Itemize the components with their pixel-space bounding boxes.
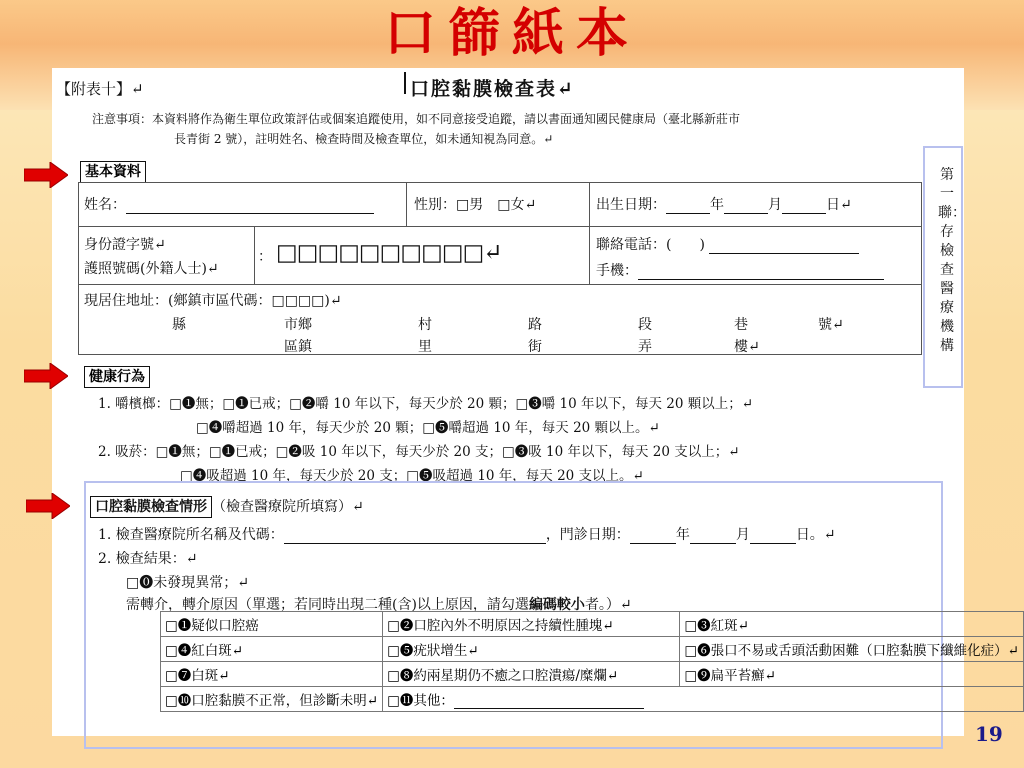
reason-9[interactable]: □❾扁平苔癬↵ (680, 662, 1024, 687)
betel-line-1[interactable]: 1. 嚼檳榔：□❶無；□❶已戒；□❷嚼 10 年以下，每天少於 20 顆；□❸嚼 10 年以下，每天 20 顆以上；↵ (98, 396, 754, 412)
exam-label: 口腔黏膜檢查情形 (90, 496, 212, 518)
table-border-right (921, 182, 922, 354)
no-finding-option[interactable]: □⓿未發現異常；↵ (126, 575, 249, 591)
gender-field[interactable]: 性別：□男 □女↵ (414, 197, 537, 213)
smoke-line-2[interactable]: □❹吸超過 10 年，每天少於 20 支；□❺吸超過 10 年，每天 20 支以上。↵ (180, 468, 644, 484)
birth-label: 出生日期： (596, 197, 666, 213)
exam-item-2: 2. 檢查結果：↵ (98, 551, 198, 567)
reason-6[interactable]: □❻張口不易或舌頭活動困難（口腔黏膜下纖維化症）↵ (680, 637, 1024, 662)
reason-5[interactable]: □❺疣狀增生↵ (383, 637, 680, 662)
addr-lane: 巷 (734, 317, 748, 333)
referral-instruction: 需轉介，轉介原因（單選；若同時出現二種(含)以上原因，請勾選編碼較小者。）↵ (126, 597, 632, 613)
form-title: 口腔黏膜檢查表↵ (410, 78, 575, 100)
table-row (161, 612, 1024, 637)
phone-field[interactable] (596, 234, 859, 254)
appendix-label: 【附表十】↵ (56, 80, 144, 98)
birth-field[interactable]: 出生日期： 年 月 日↵ (596, 197, 852, 213)
addr-li: 里 (418, 339, 432, 355)
address-field[interactable]: 現居住地址：(鄉鎮市區代碼：□□□□)↵ (84, 293, 342, 309)
basic-info-label: 基本資料 (80, 161, 146, 183)
addr-city: 市鄉 (284, 317, 312, 333)
reason-4[interactable]: □❹紅白斑↵ (161, 637, 383, 662)
table-col-divider (589, 182, 590, 284)
table-row (161, 662, 1024, 687)
table-row-divider (78, 226, 922, 227)
table-col-divider (406, 182, 407, 226)
red-arrow-icon (26, 493, 70, 519)
addr-section: 段 (638, 317, 652, 333)
reason-3[interactable]: □❸紅斑↵ (680, 612, 1024, 637)
phone-label: 聯絡電話：( ) (596, 237, 705, 253)
name-label: 姓名： (84, 197, 126, 213)
exam-label-note: （檢查醫療院所填寫）↵ (212, 499, 364, 515)
id-colon: ： (258, 249, 272, 265)
slide-title: 口篩紙本 (383, 3, 640, 64)
addr-floor: 樓↵ (734, 339, 760, 355)
table-col-divider (254, 226, 255, 284)
table-row (161, 637, 1024, 662)
mobile-field[interactable] (596, 260, 884, 280)
smoke-line-1[interactable]: 2. 吸菸：□❶無；□❶已戒；□❷吸 10 年以下，每天少於 20 支；□❸吸 10 年以下，每天 20 支以上；↵ (98, 444, 740, 460)
reason-10[interactable]: □❿口腔黏膜不正常，但診斷未明↵ (161, 687, 383, 712)
id-number-boxes[interactable]: □□□□□□□□□□↵ (276, 240, 502, 266)
exam-heading (90, 496, 364, 518)
addr-alley: 弄 (638, 339, 652, 355)
table-border-top (78, 182, 922, 183)
addr-district: 區鎮 (284, 339, 312, 355)
table-row-divider (78, 284, 922, 285)
visit-date-label: ，門診日期： (545, 527, 630, 543)
reason-1[interactable]: □❶疑似口腔癌 (161, 612, 383, 637)
notice-line-1: 注意事項：本資料將作為衛生單位政策評估或個案追蹤使用，如不同意接受追蹤，請以書面通知國民健康局（臺北縣新莊市 (92, 112, 741, 126)
table-row (161, 687, 1024, 712)
betel-line-2[interactable]: □❹嚼超過 10 年，每天少於 20 顆；□❺嚼超過 10 年，每天 20 顆以上。↵ (196, 420, 660, 436)
reason-7[interactable]: □❼白斑↵ (161, 662, 383, 687)
addr-road: 路 (528, 317, 542, 333)
addr-county: 縣 (172, 317, 186, 333)
clinic-label: 1. 檢查醫療院所名稱及代碼： (98, 527, 284, 543)
id-label-2: 護照號碼(外籍人士)↵ (84, 261, 219, 277)
red-arrow-icon (24, 363, 68, 389)
addr-number: 號↵ (818, 317, 844, 333)
page-number: 19 (975, 722, 1003, 746)
addr-street: 街 (528, 339, 542, 355)
mobile-label: 手機： (596, 263, 638, 279)
red-arrow-icon (24, 162, 68, 188)
referral-reason-table (160, 611, 1024, 712)
side-note: 第一聯：存檢查醫療機構 (938, 167, 966, 354)
addr-village: 村 (418, 317, 432, 333)
notice-line-2: 長青街 2 號），註明姓名、檢查時間及檢查單位，如未通知視為同意。↵ (174, 132, 554, 146)
name-field[interactable] (84, 194, 374, 214)
exam-item-1[interactable]: 1. 檢查醫療院所名稱及代碼： ，門診日期： 年 月 日。↵ (98, 527, 836, 543)
text-cursor (404, 72, 406, 94)
reason-2[interactable]: □❷口腔內外不明原因之持續性腫塊↵ (383, 612, 680, 637)
table-border-left (78, 182, 79, 354)
table-border-bottom (78, 354, 922, 355)
reason-11[interactable]: □⓫其他： (383, 687, 1024, 712)
health-behavior-label: 健康行為 (84, 366, 150, 388)
id-label-1: 身份證字號↵ (84, 237, 166, 253)
reason-8[interactable]: □❽約兩星期仍不癒之口腔潰瘍/糜爛↵ (383, 662, 680, 687)
